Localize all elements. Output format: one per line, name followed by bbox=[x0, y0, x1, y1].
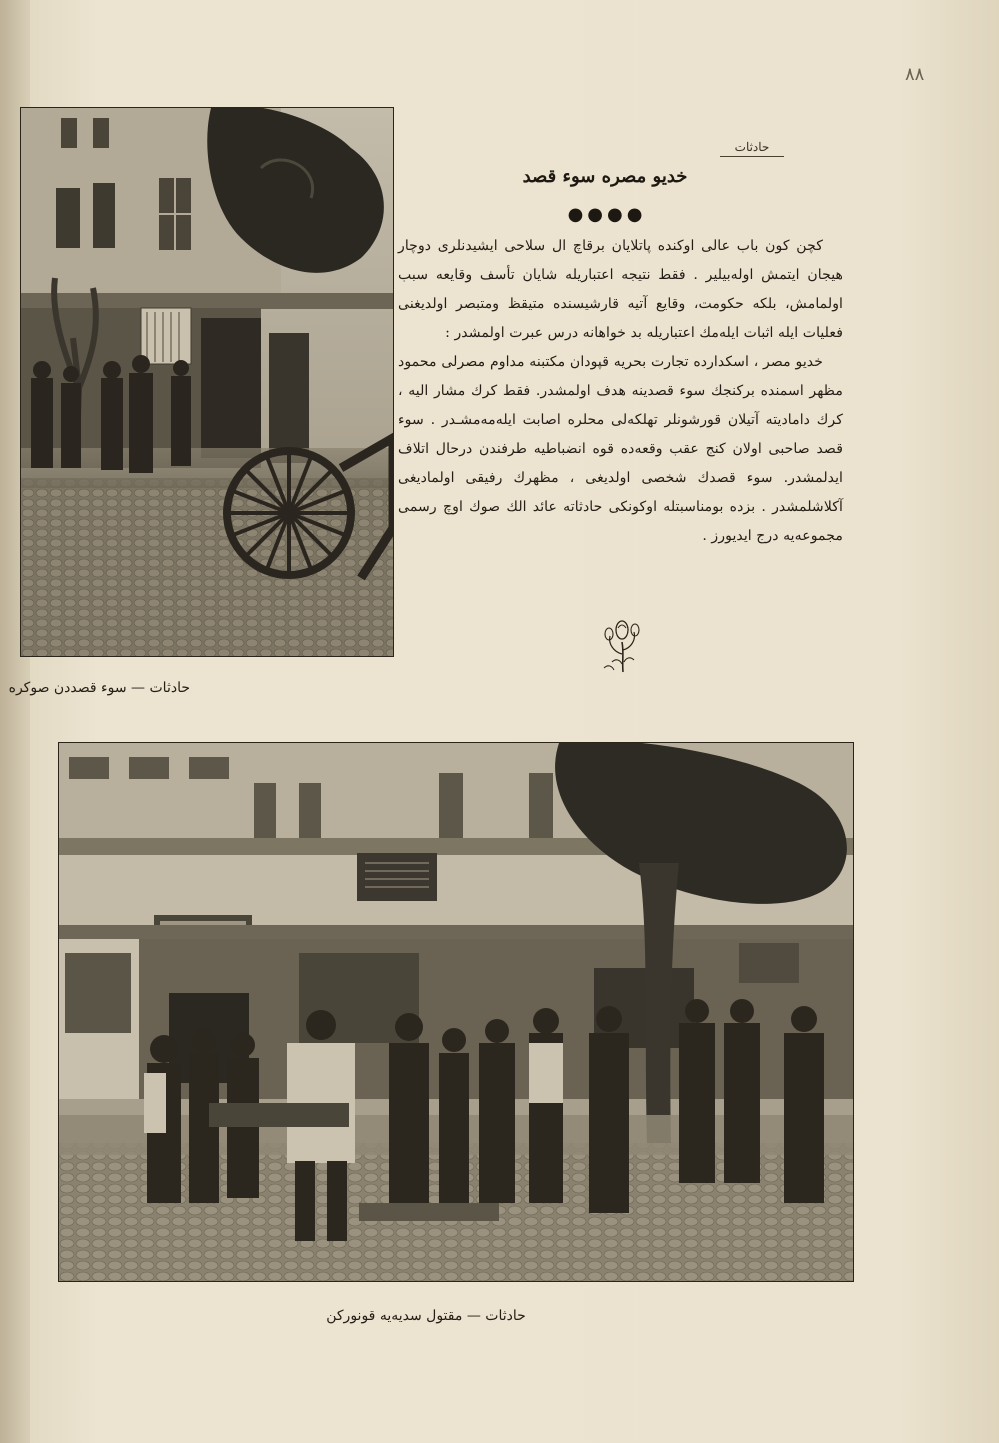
article-title: خديو مصره سوء قصد bbox=[522, 166, 688, 187]
article-paragraph-2: خديو مصر ، اسكدارده تجارت بحريه قپودان مكتبنه مداوم مصرلى محمود مظهر اسمنده بركنجك سوء قصدينه هدف اولمشدر. فقط كرك مشار اليه ، كرك داماديته آتيلان قورشونلر تهلكه‌لى محلره اصابت ايلەمەمشـدر . سوء قصد صاحبى اولان كنج عقب وقعه‌ده قوه انضباطيه طرفندن درحال اتلاف ايدلمشدر. سوء قصدك شخصى اولديغى ، مظهرك رفيقى اولماديغى آكلاشلمشدر . بزده بومناسبتله اوكونكى حادثاته عائد الك صوك اوچ رسمى مجموعه‌يه درج ايديورز . bbox=[398, 354, 843, 544]
street-photo-stretcher bbox=[58, 742, 854, 1282]
street-photo-after-attack bbox=[20, 107, 394, 657]
page-number: ٨٨ bbox=[905, 64, 925, 85]
bottom-photo-caption: حادثات — مقتول سديه‌يه قونوركن bbox=[326, 1308, 526, 1324]
flower-icon bbox=[598, 618, 648, 674]
top-photo-caption: حادثات — سوء قصددن صوكره bbox=[8, 680, 190, 696]
article-paragraph-1: كچن كون باب عالى اوكنده پاتلايان برقاچ ال سلاحى ايشيدنلرى دوچار هيجان ايتمش اولەبيلير . فقط نتيجه اعتباريله شايان تأسف وقايعه سبب اولمامش، بلكه حكومت، وقايع آتيه قارشيسنده متيقظ ومتبصر اولديغنى فعليات ايله اثبات ايلەمك اعتباريله بد خواهانه درس عبرت اولمشدر : bbox=[398, 238, 843, 341]
title-ornament-dots: ●●●● bbox=[567, 204, 647, 225]
article-body bbox=[398, 232, 843, 551]
section-label: حادثات bbox=[720, 140, 784, 157]
